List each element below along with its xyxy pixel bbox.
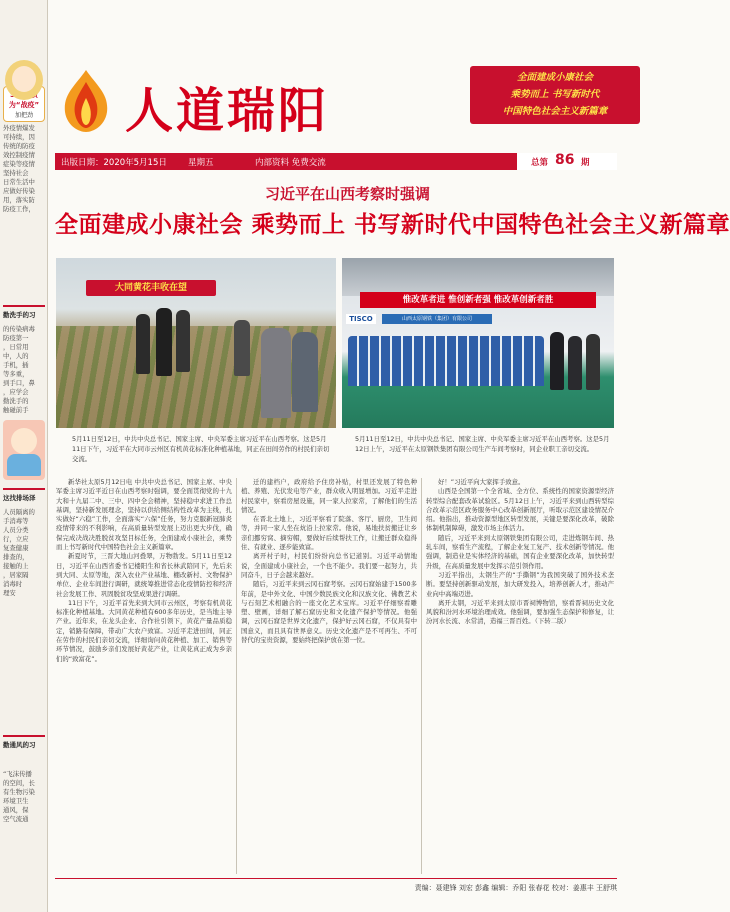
strip-text-line: 接触的上	[3, 562, 29, 570]
strip-illustration	[3, 60, 45, 122]
strip-heading-handwash: 勤洗手的习	[3, 310, 36, 319]
strip-text-line: ，应学会	[3, 388, 29, 396]
main-headline: 全面建成小康社会 乘势而上 书写新时代中国特色社会主义新篇章	[55, 212, 730, 238]
strip-section-head-3	[3, 735, 45, 749]
strip-text-line: 外疫情爆发	[3, 124, 35, 132]
slogan-line-3: 中国特色社会主义新篇章	[502, 106, 608, 117]
slogan-box	[470, 66, 640, 124]
strip-text-block-2	[3, 325, 45, 415]
strip-text-line: 有生物污染	[3, 788, 35, 796]
body-paragraph: 山西是全国第一个全省域、全方位、系统性的国家资源型经济转型综合配套改革试验区。5月12日上午，习近平来到山西转型综合改革示范区政务服务中心改革创新展厅，听取示范区建设情况介绍。他指出，推动资源型地区转型发展，关键是要深化改革，破除体制机制障碍，激发市场主体活力。	[426, 487, 614, 533]
strip-text-line: 排查的，	[3, 553, 29, 561]
body-column-2	[241, 478, 417, 874]
editor-credits: 责编：聂建锋 刘宏 彭鑫 编辑：乔阳 张春花 校对：姜惠丰 王舒琪	[414, 884, 617, 892]
strip-text-line: 勤洗手的	[3, 397, 29, 405]
body-paragraph: 11日下午，习近平首先来到大同市云州区，考察有机黄花标准化种植基地。大同黄花种植有600多年历史，是当地主导产业。近年来，在龙头企业、合作社引领下，黄花产量品质稳定，销路有保障，带动广大农户致富。习近平走进田间，同正在劳作的村民们亲切交流，详细询问黄花种植、加工、销售等环节情况，鼓励乡亲们发展好黄花产业，让黄花真正成为乡亲们的“致富花”。	[56, 598, 232, 663]
slogan-line-1: 全面建成小康社会	[516, 72, 593, 83]
body-paragraph: 新夏时节，三晋大地山河叠翠，万物勃发。5月11日至12日，习近平在山西省委书记楼阳生和省长林武陪同下，先后来到大同、太原等地，深入农业产业基地、棚改新村、文物保护单位、企业车间进行调研，就统筹推进常态化疫情防控和经济社会发展工作、巩固脱贫攻坚成果进行调研。	[56, 552, 232, 598]
strip-text-line: 到手口，鼻	[3, 379, 35, 387]
factory-sign: TISCO	[346, 314, 376, 324]
strip-text-block-3	[3, 508, 45, 598]
strip-text-line: 的空间，长	[3, 779, 35, 787]
strip-text-line: 用，落实防	[3, 196, 35, 204]
strip-section-head-2	[3, 488, 45, 502]
masthead	[55, 68, 615, 148]
strip-text-line: 应做好传染	[3, 187, 35, 195]
strip-text-line: 手消毒等	[3, 517, 29, 525]
field-banner: 大同黄花丰收在望	[86, 280, 216, 296]
body-paragraph: 新华社太原5月12日电 中共中央总书记、国家主席、中央军委主席习近平近日在山西考察时强调，要全面贯彻党的十九大和十九届二中、三中、四中全会精神，坚持稳中求进工作总基调，坚持新发展理念，坚持以供给侧结构性改革为主线，扎实做好“六稳”工作，全面落实“六保”任务，努力克服新冠肺炎疫情带来的不利影响，在高质量转型发展上迈出更大步伐，确保完成决战决胜脱贫攻坚目标任务，全面建成小康社会，乘势而上书写新时代中国特色社会主义新篇章。	[56, 478, 232, 552]
strip-text-line: ，居家隔	[3, 571, 29, 579]
strip-heading-ventilation: 勤通风的习	[3, 740, 36, 749]
strip-illustration-2	[3, 420, 45, 480]
adjacent-page-strip	[0, 0, 48, 912]
strip-section-head-1	[3, 305, 45, 319]
strip-text-line: 消毒时	[3, 580, 23, 588]
strip-text-line: 触碰前手	[3, 406, 29, 414]
body-paragraph: 随后，习近平来到云冈石窟考察。云冈石窟始建于1500多年前，是中外文化、中国少数民族文化和汉族文化、佛教艺术与石刻艺术相融合的一座文化艺术宝库。习近平仔细察看雕塑、壁画，详细了解石窟历史和文化遗产保护等情况。他强调，云冈石窟是世界文化遗产，保护好云冈石窟，不仅具有中国意义，而且具有世界意义。历史文化遗产是不可再生、不可替代的宝贵资源，要始终把保护放在第一位。	[241, 580, 417, 645]
strip-text-line: 中，人的	[3, 352, 29, 360]
strip-text-block-4	[3, 770, 45, 824]
strip-text-line: 通风，保	[3, 806, 29, 814]
strip-text-line: 空气流通	[3, 815, 29, 823]
factory-sign-2: 山西太原钢铁（集团）有限公司	[382, 314, 492, 324]
strip-text-line: 症染等疫情	[3, 160, 35, 168]
factory-banner: 惟改革者进 惟创新者强 惟改革创新者胜	[360, 292, 596, 308]
photo1-caption: 5月11日至12日，中共中央总书记、国家主席、中央军委主席习近平在山西考察。这是5月11日下午，习近平在大同市云州区有机黄花标准化种植基地，同正在田间劳作的村民们亲切交流。	[72, 435, 330, 463]
issue-number: 86	[555, 152, 575, 168]
kicker-headline: 习近平在山西考察时强调	[264, 185, 430, 203]
strip-text-line: 手机，插	[3, 361, 29, 369]
photo-farm-visit	[56, 258, 336, 428]
column-divider	[236, 478, 237, 874]
strip-text-line: ，日常用	[3, 343, 29, 351]
strip-text-line: 人员隔离的	[3, 508, 35, 516]
badge-mid: 为“战疫”	[8, 101, 40, 109]
photo2-caption: 5月11日至12日，中共中央总书记、国家主席、中央军委主席习近平在山西考察。这是5月12日上午，习近平在太原钢铁集团有限公司生产车间考察时，同企业职工亲切交流。	[355, 435, 610, 453]
weekday: 星期五	[188, 158, 214, 168]
newspaper-title: 人道瑞阳	[125, 83, 330, 139]
issue-info-bar	[55, 153, 617, 170]
strip-text-line: 的传染病毒	[3, 325, 35, 333]
strip-text-line: 人员分类	[3, 526, 29, 534]
strip-text-line: 环境卫生	[3, 797, 29, 805]
body-column-1	[56, 478, 232, 874]
issue-prefix: 总第	[531, 158, 549, 168]
strip-heading-2: 这找排场泽	[3, 493, 36, 502]
issue-number-box	[517, 153, 617, 170]
strip-text-line: 传统的防疫	[3, 142, 35, 150]
strip-text-line: 防疫第一	[3, 334, 29, 342]
material-note: 内部资料 免费交流	[255, 158, 326, 168]
body-paragraph: 习近平指出，太钢生产的“手撕钢”为我国突破了国外技术垄断。要坚持创新驱动发展，加大研发投入，培养创新人才，推动产业向中高端迈进。	[426, 570, 614, 598]
strip-text-line: 坚持社会	[3, 169, 29, 177]
body-column-3	[426, 478, 614, 874]
strip-text-line: 理安	[3, 589, 16, 597]
body-paragraph: 离开村子时，村民们纷纷向总书记道别。习近平动情地说，全面建成小康社会，一个也不能少。我们要一起努力，共同奋斗，日子会越来越好。	[241, 552, 417, 579]
strip-text-line: 日常生活中	[3, 178, 35, 186]
body-paragraph: 在晋北土地上，习近平察看了院落、客厅、厨房，卫生间等，并同一家人坐在炕沿上拉家常。他说，易地扶贫搬迁让乡亲们挪穷窝、摘穷帽，要做好后续帮扶工作，让搬迁群众稳得住、有就业、逐步能致富。	[241, 515, 417, 552]
badge-small: 加把劲	[14, 112, 33, 119]
body-paragraph: 随后，习近平来到太原钢铁集团有限公司，走进炼钢车间、热轧车间，察看生产流程，了解企业复工复产、技术创新等情况。他强调，制造业是实体经济的基础，国有企业要深化改革，加快转型升级，在高质量发展中发挥示范引领作用。	[426, 533, 614, 570]
strip-text-line: 行，立应	[3, 535, 29, 543]
strip-text-line: “飞沫传播	[3, 770, 32, 778]
strip-text-line: 效控制疫情	[3, 151, 35, 159]
body-paragraph: 好！”习近平向大家挥手致意。	[438, 478, 525, 486]
photo-steel-plant-visit	[342, 258, 614, 428]
body-paragraph: 离开太钢，习近平来到太原市晋祠博物馆，察看晋祠历史文化风貌和汾河水环境治理成效。他强调，要加强生态保护和修复，让汾河水长流、水常清，造福三晋百姓。（下转二版）	[426, 598, 614, 626]
strip-text-line: 等多重，	[3, 370, 29, 378]
column-divider	[421, 478, 422, 874]
strip-text-line: 复查健康	[3, 544, 29, 552]
strip-text-line: 防疫工作，	[3, 205, 35, 213]
publish-date: 出版日期：2020年5月15日	[61, 158, 167, 168]
body-paragraph: 迁的建档户，政府给予住房补贴，村里还发展了特色种植、养殖、光伏发电等产业，群众收入明显增加。习近平走进村民家中，察看房屋设施，同一家人拉家常，了解他们的生活情况。	[241, 478, 417, 514]
strip-text-line: 可持续，因	[3, 133, 35, 141]
flame-logo-icon	[55, 68, 117, 134]
issue-suffix: 期	[581, 158, 590, 168]
slogan-line-2: 乘势而上 书写新时代	[510, 89, 600, 100]
footer-rule	[55, 878, 617, 879]
